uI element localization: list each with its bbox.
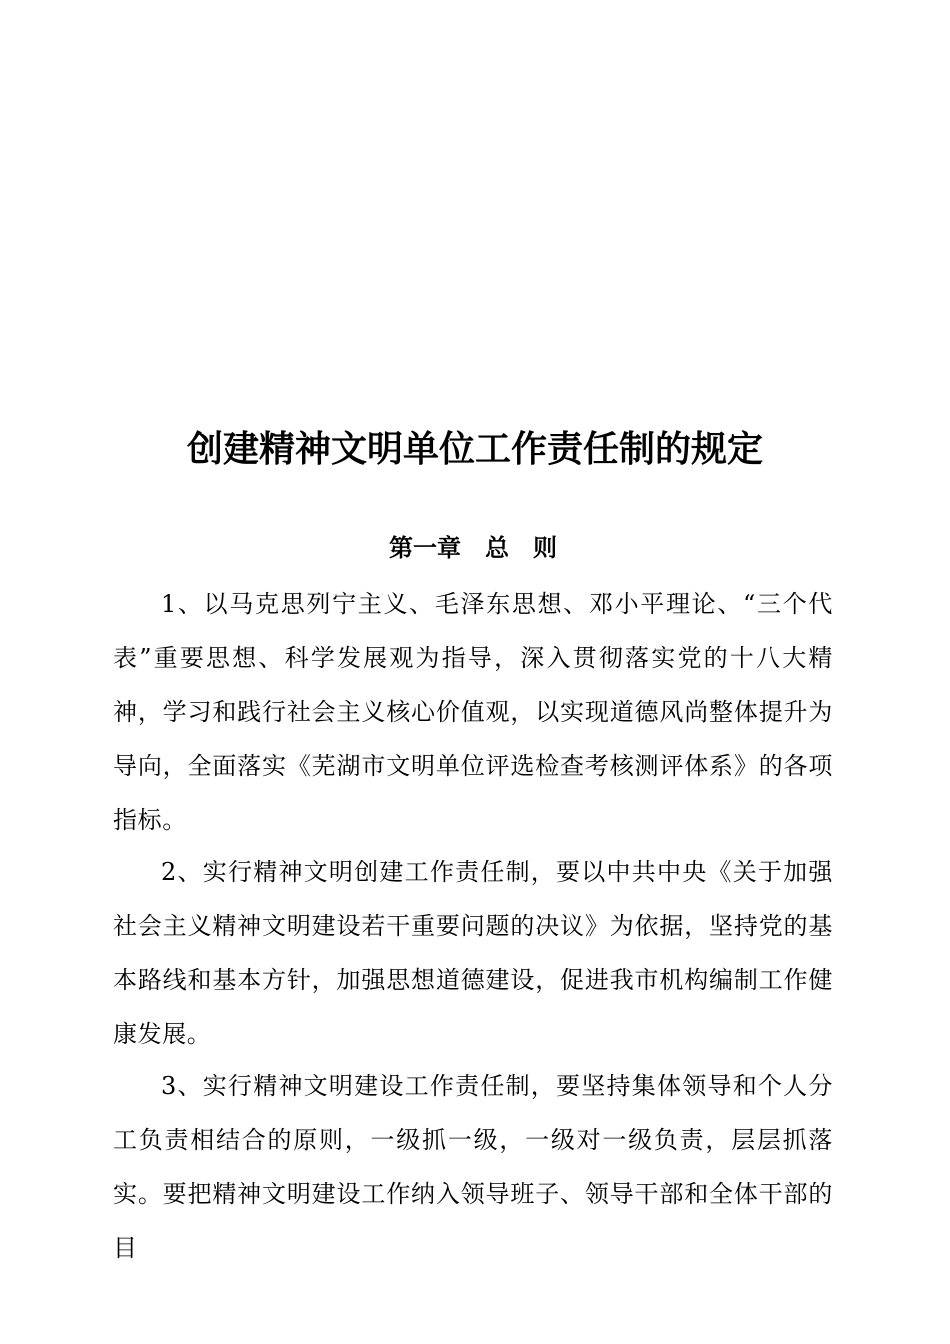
document-title: 创建精神文明单位工作责任制的规定: [186, 429, 763, 470]
paragraph-1: 1、以马克思列宁主义、毛泽东思想、邓小平理论、“三个代表”重要思想、科学发展观为指导，深入贯彻落实党的十八大精神，学习和践行社会主义核心价值观，以实现道德风尚整体提升为导向，全面落实《芜湖市文明单位评选检查考核测评体系》的各项指标。: [113, 590, 833, 834]
chapter-title: 第一章 总 则: [389, 534, 557, 562]
paragraph-3: 3、实行精神文明建设工作责任制，要坚持集体领导和个人分工负责相结合的原则，一级抓一级，一级对一级负责，层层抓落实。要把精神文明建设工作纳入领导班子、领导干部和全体干部的目: [113, 1072, 833, 1262]
paragraph-2: 2、实行精神文明创建工作责任制，要以中共中央《关于加强社会主义精神文明建设若干重要问题的决议》为依据，坚持党的基本路线和基本方针，加强思想道德建设，促进我市机构编制工作健康发展。: [113, 858, 833, 1048]
document-body: [113, 577, 833, 1273]
